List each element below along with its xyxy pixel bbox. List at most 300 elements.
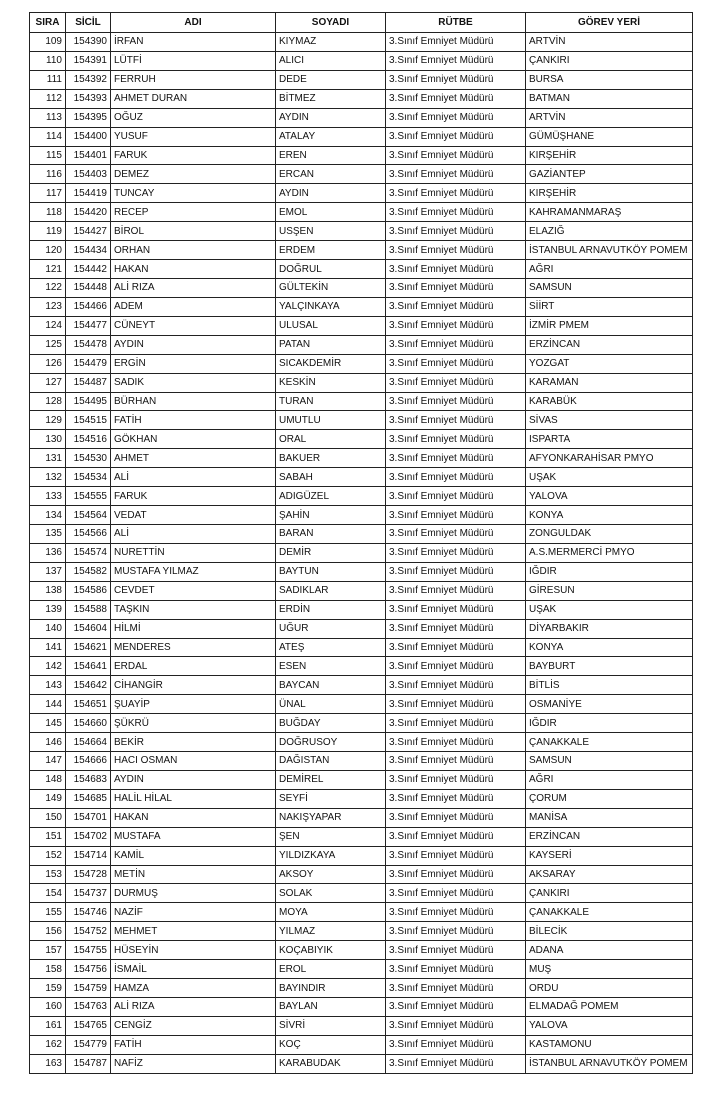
adi-cell: AYDIN (111, 770, 276, 789)
gorev-yeri-cell: GAZİANTEP (526, 165, 693, 184)
table-row (30, 884, 693, 903)
gorev-yeri-cell: SAMSUN (526, 278, 693, 297)
adi-cell: ORHAN (111, 241, 276, 260)
rutbe-cell: 3.Sınıf Emniyet Müdürü (386, 562, 526, 581)
rutbe-cell: 3.Sınıf Emniyet Müdürü (386, 108, 526, 127)
sicil-cell: 154765 (66, 1016, 111, 1035)
table-row (30, 260, 693, 279)
adi-cell: CEVDET (111, 581, 276, 600)
adi-cell: MUSTAFA (111, 827, 276, 846)
table-row (30, 278, 693, 297)
gorev-yeri-cell: KARABÜK (526, 392, 693, 411)
header-rutbe: RÜTBE (386, 13, 526, 33)
table-row (30, 960, 693, 979)
rutbe-cell: 3.Sınıf Emniyet Müdürü (386, 184, 526, 203)
gorev-yeri-cell: ARTVİN (526, 33, 693, 52)
sira-cell: 162 (30, 1035, 66, 1054)
rutbe-cell: 3.Sınıf Emniyet Müdürü (386, 638, 526, 657)
soyadi-cell: ULUSAL (276, 316, 386, 335)
soyadi-cell: ŞAHİN (276, 506, 386, 525)
adi-cell: BEKİR (111, 733, 276, 752)
soyadi-cell: TURAN (276, 392, 386, 411)
adi-cell: NAZİF (111, 903, 276, 922)
rutbe-cell: 3.Sınıf Emniyet Müdürü (386, 903, 526, 922)
rutbe-cell: 3.Sınıf Emniyet Müdürü (386, 543, 526, 562)
sicil-cell: 154763 (66, 998, 111, 1017)
soyadi-cell: BAKUER (276, 449, 386, 468)
sicil-cell: 154564 (66, 506, 111, 525)
sira-cell: 133 (30, 487, 66, 506)
soyadi-cell: BAYCAN (276, 676, 386, 695)
table-row (30, 449, 693, 468)
sira-cell: 163 (30, 1054, 66, 1073)
soyadi-cell: BUĞDAY (276, 714, 386, 733)
adi-cell: FERRUH (111, 70, 276, 89)
soyadi-cell: YALÇINKAYA (276, 297, 386, 316)
rutbe-cell: 3.Sınıf Emniyet Müdürü (386, 733, 526, 752)
table-row (30, 354, 693, 373)
table-row (30, 108, 693, 127)
sicil-cell: 154660 (66, 714, 111, 733)
adi-cell: DEMEZ (111, 165, 276, 184)
soyadi-cell: DEDE (276, 70, 386, 89)
sicil-cell: 154787 (66, 1054, 111, 1073)
sicil-cell: 154755 (66, 941, 111, 960)
gorev-yeri-cell: ÇANKIRI (526, 51, 693, 70)
sicil-cell: 154391 (66, 51, 111, 70)
table-row (30, 827, 693, 846)
soyadi-cell: KARABUDAK (276, 1054, 386, 1073)
sicil-cell: 154604 (66, 619, 111, 638)
gorev-yeri-cell: ERZİNCAN (526, 335, 693, 354)
adi-cell: HİLMİ (111, 619, 276, 638)
soyadi-cell: KIYMAZ (276, 33, 386, 52)
sicil-cell: 154420 (66, 203, 111, 222)
table-row (30, 506, 693, 525)
adi-cell: OĞUZ (111, 108, 276, 127)
sicil-cell: 154683 (66, 770, 111, 789)
adi-cell: İSMAİL (111, 960, 276, 979)
table-row (30, 146, 693, 165)
soyadi-cell: PATAN (276, 335, 386, 354)
adi-cell: ŞUAYİP (111, 695, 276, 714)
table-row (30, 89, 693, 108)
soyadi-cell: EMOL (276, 203, 386, 222)
rutbe-cell: 3.Sınıf Emniyet Müdürü (386, 89, 526, 108)
sicil-cell: 154466 (66, 297, 111, 316)
sicil-cell: 154477 (66, 316, 111, 335)
rutbe-cell: 3.Sınıf Emniyet Müdürü (386, 770, 526, 789)
adi-cell: HAKAN (111, 260, 276, 279)
sira-cell: 134 (30, 506, 66, 525)
sira-cell: 150 (30, 808, 66, 827)
sira-cell: 126 (30, 354, 66, 373)
rutbe-cell: 3.Sınıf Emniyet Müdürü (386, 260, 526, 279)
sicil-cell: 154401 (66, 146, 111, 165)
rutbe-cell: 3.Sınıf Emniyet Müdürü (386, 922, 526, 941)
soyadi-cell: UMUTLU (276, 411, 386, 430)
sira-cell: 129 (30, 411, 66, 430)
soyadi-cell: BARAN (276, 524, 386, 543)
rutbe-cell: 3.Sınıf Emniyet Müdürü (386, 316, 526, 335)
soyadi-cell: ESEN (276, 657, 386, 676)
rutbe-cell: 3.Sınıf Emniyet Müdürü (386, 241, 526, 260)
sicil-cell: 154582 (66, 562, 111, 581)
gorev-yeri-cell: BİTLİS (526, 676, 693, 695)
table-row (30, 1035, 693, 1054)
sicil-cell: 154586 (66, 581, 111, 600)
gorev-yeri-cell: SAMSUN (526, 752, 693, 771)
table-row (30, 770, 693, 789)
gorev-yeri-cell: SİİRT (526, 297, 693, 316)
rutbe-cell: 3.Sınıf Emniyet Müdürü (386, 373, 526, 392)
sira-cell: 111 (30, 70, 66, 89)
sicil-cell: 154495 (66, 392, 111, 411)
sira-cell: 152 (30, 846, 66, 865)
table-row (30, 752, 693, 771)
gorev-yeri-cell: AĞRI (526, 260, 693, 279)
gorev-yeri-cell: KASTAMONU (526, 1035, 693, 1054)
soyadi-cell: YILMAZ (276, 922, 386, 941)
adi-cell: HÜSEYİN (111, 941, 276, 960)
sicil-cell: 154478 (66, 335, 111, 354)
table-row (30, 468, 693, 487)
sira-cell: 114 (30, 127, 66, 146)
adi-cell: SADIK (111, 373, 276, 392)
soyadi-cell: ALICI (276, 51, 386, 70)
sira-cell: 145 (30, 714, 66, 733)
table-row (30, 941, 693, 960)
sira-cell: 123 (30, 297, 66, 316)
gorev-yeri-cell: AKSARAY (526, 865, 693, 884)
adi-cell: ALİ RIZA (111, 278, 276, 297)
soyadi-cell: ÜNAL (276, 695, 386, 714)
rutbe-cell: 3.Sınıf Emniyet Müdürü (386, 33, 526, 52)
rutbe-cell: 3.Sınıf Emniyet Müdürü (386, 335, 526, 354)
adi-cell: ADEM (111, 297, 276, 316)
gorev-yeri-cell: BATMAN (526, 89, 693, 108)
adi-cell: ERGİN (111, 354, 276, 373)
sira-cell: 143 (30, 676, 66, 695)
sicil-cell: 154555 (66, 487, 111, 506)
gorev-yeri-cell: KIRŞEHİR (526, 184, 693, 203)
sicil-cell: 154759 (66, 979, 111, 998)
adi-cell: ERDAL (111, 657, 276, 676)
table-row (30, 297, 693, 316)
sicil-cell: 154621 (66, 638, 111, 657)
sira-cell: 159 (30, 979, 66, 998)
sicil-cell: 154752 (66, 922, 111, 941)
adi-cell: DURMUŞ (111, 884, 276, 903)
sicil-cell: 154702 (66, 827, 111, 846)
soyadi-cell: SEYFİ (276, 789, 386, 808)
soyadi-cell: UĞUR (276, 619, 386, 638)
gorev-yeri-cell: ARTVİN (526, 108, 693, 127)
sira-cell: 146 (30, 733, 66, 752)
sira-cell: 139 (30, 600, 66, 619)
table-row (30, 335, 693, 354)
gorev-yeri-cell: KONYA (526, 506, 693, 525)
rutbe-cell: 3.Sınıf Emniyet Müdürü (386, 354, 526, 373)
sira-cell: 144 (30, 695, 66, 714)
sira-cell: 121 (30, 260, 66, 279)
rutbe-cell: 3.Sınıf Emniyet Müdürü (386, 600, 526, 619)
soyadi-cell: SICAKDEMİR (276, 354, 386, 373)
soyadi-cell: KOÇABIYIK (276, 941, 386, 960)
gorev-yeri-cell: ISPARTA (526, 430, 693, 449)
soyadi-cell: YILDIZKAYA (276, 846, 386, 865)
table-row (30, 922, 693, 941)
sira-cell: 149 (30, 789, 66, 808)
sira-cell: 131 (30, 449, 66, 468)
sira-cell: 125 (30, 335, 66, 354)
sicil-cell: 154390 (66, 33, 111, 52)
gorev-yeri-cell: BURSA (526, 70, 693, 89)
table-row (30, 808, 693, 827)
sicil-cell: 154664 (66, 733, 111, 752)
gorev-yeri-cell: ÇANKIRI (526, 884, 693, 903)
sira-cell: 148 (30, 770, 66, 789)
adi-cell: HACI OSMAN (111, 752, 276, 771)
sicil-cell: 154487 (66, 373, 111, 392)
sira-cell: 140 (30, 619, 66, 638)
table-row (30, 127, 693, 146)
rutbe-cell: 3.Sınıf Emniyet Müdürü (386, 411, 526, 430)
rutbe-cell: 3.Sınıf Emniyet Müdürü (386, 808, 526, 827)
soyadi-cell: USŞEN (276, 222, 386, 241)
adi-cell: FARUK (111, 487, 276, 506)
gorev-yeri-cell: ORDU (526, 979, 693, 998)
sira-cell: 154 (30, 884, 66, 903)
soyadi-cell: NAKIŞYAPAR (276, 808, 386, 827)
rutbe-cell: 3.Sınıf Emniyet Müdürü (386, 581, 526, 600)
sira-cell: 142 (30, 657, 66, 676)
table-row (30, 789, 693, 808)
soyadi-cell: ATALAY (276, 127, 386, 146)
gorev-yeri-cell: ELAZIĞ (526, 222, 693, 241)
sicil-cell: 154666 (66, 752, 111, 771)
adi-cell: FATİH (111, 411, 276, 430)
gorev-yeri-cell: IĞDIR (526, 562, 693, 581)
sicil-cell: 154737 (66, 884, 111, 903)
sicil-cell: 154714 (66, 846, 111, 865)
rutbe-cell: 3.Sınıf Emniyet Müdürü (386, 392, 526, 411)
sira-cell: 136 (30, 543, 66, 562)
sira-cell: 138 (30, 581, 66, 600)
rutbe-cell: 3.Sınıf Emniyet Müdürü (386, 714, 526, 733)
table-row (30, 373, 693, 392)
rutbe-cell: 3.Sınıf Emniyet Müdürü (386, 865, 526, 884)
table-row (30, 70, 693, 89)
sira-cell: 153 (30, 865, 66, 884)
gorev-yeri-cell: ELMADAĞ POMEM (526, 998, 693, 1017)
sira-cell: 157 (30, 941, 66, 960)
table-row (30, 998, 693, 1017)
soyadi-cell: ŞEN (276, 827, 386, 846)
header-row (30, 13, 693, 33)
gorev-yeri-cell: İSTANBUL ARNAVUTKÖY POMEM (526, 1054, 693, 1073)
adi-cell: TAŞKIN (111, 600, 276, 619)
sira-cell: 161 (30, 1016, 66, 1035)
sicil-cell: 154434 (66, 241, 111, 260)
adi-cell: TUNCAY (111, 184, 276, 203)
sicil-cell: 154641 (66, 657, 111, 676)
sicil-cell: 154403 (66, 165, 111, 184)
sira-cell: 109 (30, 33, 66, 52)
adi-cell: KAMİL (111, 846, 276, 865)
gorev-yeri-cell: ERZİNCAN (526, 827, 693, 846)
table-row (30, 543, 693, 562)
sira-cell: 135 (30, 524, 66, 543)
header-sicil: SİCİL (66, 13, 111, 33)
table-row (30, 1054, 693, 1073)
sicil-cell: 154530 (66, 449, 111, 468)
gorev-yeri-cell: İSTANBUL ARNAVUTKÖY POMEM (526, 241, 693, 260)
soyadi-cell: ERDİN (276, 600, 386, 619)
gorev-yeri-cell: AĞRI (526, 770, 693, 789)
soyadi-cell: EROL (276, 960, 386, 979)
sira-cell: 156 (30, 922, 66, 941)
gorev-yeri-cell: BİLECİK (526, 922, 693, 941)
header-gorev-yeri: GÖREV YERİ (526, 13, 693, 33)
soyadi-cell: EREN (276, 146, 386, 165)
sira-cell: 117 (30, 184, 66, 203)
soyadi-cell: SOLAK (276, 884, 386, 903)
soyadi-cell: AYDIN (276, 184, 386, 203)
sira-cell: 147 (30, 752, 66, 771)
adi-cell: ALİ (111, 468, 276, 487)
sicil-cell: 154566 (66, 524, 111, 543)
rutbe-cell: 3.Sınıf Emniyet Müdürü (386, 1016, 526, 1035)
soyadi-cell: BAYLAN (276, 998, 386, 1017)
sicil-cell: 154516 (66, 430, 111, 449)
sira-cell: 158 (30, 960, 66, 979)
rutbe-cell: 3.Sınıf Emniyet Müdürü (386, 789, 526, 808)
rutbe-cell: 3.Sınıf Emniyet Müdürü (386, 146, 526, 165)
adi-cell: İRFAN (111, 33, 276, 52)
table-row (30, 903, 693, 922)
gorev-yeri-cell: UŞAK (526, 468, 693, 487)
rutbe-cell: 3.Sınıf Emniyet Müdürü (386, 487, 526, 506)
gorev-yeri-cell: GİRESUN (526, 581, 693, 600)
soyadi-cell: AYDIN (276, 108, 386, 127)
sicil-cell: 154395 (66, 108, 111, 127)
sira-cell: 110 (30, 51, 66, 70)
table-row (30, 657, 693, 676)
rutbe-cell: 3.Sınıf Emniyet Müdürü (386, 506, 526, 525)
table-row (30, 411, 693, 430)
soyadi-cell: BAYTUN (276, 562, 386, 581)
adi-cell: FATİH (111, 1035, 276, 1054)
soyadi-cell: SİVRİ (276, 1016, 386, 1035)
rutbe-cell: 3.Sınıf Emniyet Müdürü (386, 165, 526, 184)
rutbe-cell: 3.Sınıf Emniyet Müdürü (386, 619, 526, 638)
sicil-cell: 154515 (66, 411, 111, 430)
gorev-yeri-cell: OSMANİYE (526, 695, 693, 714)
soyadi-cell: DOĞRUSOY (276, 733, 386, 752)
adi-cell: MEHMET (111, 922, 276, 941)
table-row (30, 846, 693, 865)
rutbe-cell: 3.Sınıf Emniyet Müdürü (386, 203, 526, 222)
adi-cell: HAKAN (111, 808, 276, 827)
sira-cell: 137 (30, 562, 66, 581)
gorev-yeri-cell: GÜMÜŞHANE (526, 127, 693, 146)
sicil-cell: 154448 (66, 278, 111, 297)
table-row (30, 222, 693, 241)
rutbe-cell: 3.Sınıf Emniyet Müdürü (386, 695, 526, 714)
rutbe-cell: 3.Sınıf Emniyet Müdürü (386, 827, 526, 846)
gorev-yeri-cell: KAHRAMANMARAŞ (526, 203, 693, 222)
soyadi-cell: GÜLTEKİN (276, 278, 386, 297)
gorev-yeri-cell: ÇORUM (526, 789, 693, 808)
sicil-cell: 154442 (66, 260, 111, 279)
soyadi-cell: KOÇ (276, 1035, 386, 1054)
adi-cell: METİN (111, 865, 276, 884)
adi-cell: FARUK (111, 146, 276, 165)
soyadi-cell: ERDEM (276, 241, 386, 260)
table-row (30, 581, 693, 600)
table-header (30, 13, 693, 33)
table-row (30, 865, 693, 884)
gorev-yeri-cell: A.S.MERMERCİ PMYO (526, 543, 693, 562)
soyadi-cell: ORAL (276, 430, 386, 449)
sira-cell: 151 (30, 827, 66, 846)
gorev-yeri-cell: YALOVA (526, 1016, 693, 1035)
table-row (30, 733, 693, 752)
gorev-yeri-cell: DİYARBAKIR (526, 619, 693, 638)
table-row (30, 430, 693, 449)
soyadi-cell: DEMİREL (276, 770, 386, 789)
gorev-yeri-cell: IĞDIR (526, 714, 693, 733)
sira-cell: 124 (30, 316, 66, 335)
adi-cell: ALİ RIZA (111, 998, 276, 1017)
gorev-yeri-cell: MUŞ (526, 960, 693, 979)
gorev-yeri-cell: YOZGAT (526, 354, 693, 373)
soyadi-cell: SABAH (276, 468, 386, 487)
gorev-yeri-cell: ADANA (526, 941, 693, 960)
sicil-cell: 154534 (66, 468, 111, 487)
sira-cell: 128 (30, 392, 66, 411)
sira-cell: 141 (30, 638, 66, 657)
gorev-yeri-cell: AFYONKARAHİSAR PMYO (526, 449, 693, 468)
adi-cell: MENDERES (111, 638, 276, 657)
rutbe-cell: 3.Sınıf Emniyet Müdürü (386, 941, 526, 960)
adi-cell: HALİL HİLAL (111, 789, 276, 808)
adi-cell: YUSUF (111, 127, 276, 146)
table-row (30, 714, 693, 733)
sicil-cell: 154651 (66, 695, 111, 714)
sira-cell: 122 (30, 278, 66, 297)
table-body (30, 33, 693, 1074)
table-row (30, 695, 693, 714)
gorev-yeri-cell: UŞAK (526, 600, 693, 619)
adi-cell: BİROL (111, 222, 276, 241)
rutbe-cell: 3.Sınıf Emniyet Müdürü (386, 524, 526, 543)
adi-cell: AYDIN (111, 335, 276, 354)
sicil-cell: 154701 (66, 808, 111, 827)
adi-cell: CÜNEYT (111, 316, 276, 335)
sicil-cell: 154392 (66, 70, 111, 89)
table-row (30, 1016, 693, 1035)
header-adi: ADI (111, 13, 276, 33)
adi-cell: ŞÜKRÜ (111, 714, 276, 733)
sira-cell: 113 (30, 108, 66, 127)
soyadi-cell: ATEŞ (276, 638, 386, 657)
rutbe-cell: 3.Sınıf Emniyet Müdürü (386, 979, 526, 998)
sira-cell: 127 (30, 373, 66, 392)
table-row (30, 600, 693, 619)
table-row (30, 316, 693, 335)
